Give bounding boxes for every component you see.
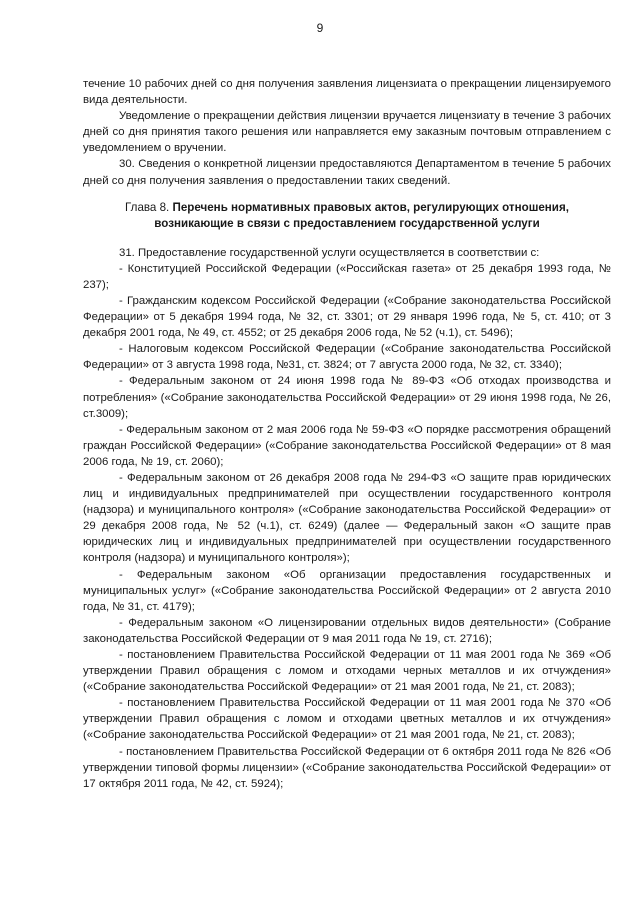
list-item: - Федеральным законом от 26 декабря 2008 года № 294-ФЗ «О защите прав юридических лиц и индивидуальных предпринимателей при осуществлении государственного контроля (надзора) и муниципального контроля» («Собрание законодательства Российской Федерации» от 29 декабря 2008 года, № 52 (ч.1), ст. 6249) (далее — Федеральный закон «О защите прав юридических лиц и индивидуальных предпринимателей при осуществлении государственного контроля (надзора) и муниципального контроля»);: [83, 471, 611, 565]
chapter-title-line2: возникающие в связи с предоставлением государственной услуги: [154, 217, 540, 231]
list-item: - постановлением Правительства Российской Федерации от 6 октября 2011 года № 826 «Об утверждении типовой формы лицензии» («Собрание законодательства Российской Федерации» от 17 октября 2011 года, № 42, ст. 5924);: [83, 745, 611, 790]
list-item: - Федеральным законом от 24 июня 1998 года № 89-ФЗ «Об отходах производства и потребления» («Собрание законодательства Российской Федерации» от 29 июня 1998 года, № 26, ст.3009);: [83, 375, 611, 420]
page-number: 9: [316, 21, 324, 35]
list-item: - постановлением Правительства Российской Федерации от 11 мая 2001 года № 370 «Об утверждении Правил обращения с ломом и отходами цветных металлов и их отчуждения» («Собрание законодательства Российской Федерации» от 21 мая 2001 года, № 21, ст. 2083);: [83, 697, 611, 742]
paragraph: 30. Сведения о конкретной лицензии предоставляются Департаментом в течение 5 рабочих дней со дня получения заявления о предоставлении таких сведений.: [83, 158, 611, 187]
list-item: - Федеральным законом «Об организации предоставления государственных и муниципальных услуг» («Собрание законодательства Российской Федерации» от 2 августа 2010 года, № 31, ст. 4179);: [83, 568, 611, 613]
list-item: - Федеральным законом «О лицензировании отдельных видов деятельности» (Собрание законодательства Российской Федерации от 9 мая 2011 года № 19, ст. 2716);: [83, 616, 611, 645]
chapter-title-line1: Перечень нормативных правовых актов, регулирующих отношения,: [172, 200, 569, 214]
list-item: - Конституцией Российской Федерации («Российская газета» от 25 декабря 1993 года, № 237);: [83, 262, 611, 291]
section-intro: 31. Предоставление государственной услуги осуществляется в соответствии с:: [119, 246, 540, 259]
chapter-heading: [83, 200, 611, 233]
list-item: - Федеральным законом от 2 мая 2006 года № 59-ФЗ «О порядке рассмотрения обращений граждан Российской Федерации» («Собрание законодательства Российской Федерации» от 8 мая 2006 года, № 19, ст. 2060);: [83, 423, 611, 468]
list-item: - Гражданским кодексом Российской Федерации («Собрание законодательства Российской Федерации» от 5 декабря 1994 года, № 32, ст. 3301; от 29 января 1996 года, № 5, ст. 410; от 3 декабря 2001 года, № 49, ст. 4552; от 25 декабря 2006 года, № 52 (ч.1), ст. 5496);: [83, 294, 611, 340]
paragraph: течение 10 рабочих дней со дня получения заявления лицензиата о прекращении лицензируемого вида деятельности.: [83, 78, 611, 107]
chapter-prefix: Глава 8.: [125, 200, 173, 214]
list-item: - Налоговым кодексом Российской Федерации («Собрание законодательства Российской Федерации» от 3 августа 1998 года, №31, ст. 3824; от 7 августа 2000 года, № 32, ст. 3340);: [83, 343, 611, 372]
paragraph: Уведомление о прекращении действия лицензии вручается лицензиату в течение 3 рабочих дней со дня принятия такого решения или направляется ему заказным почтовым отправлением с уведомлением о вручении.: [83, 110, 611, 155]
list-item: - постановлением Правительства Российской Федерации от 11 мая 2001 года № 369 «Об утверждении Правил обращения с ломом и отходами черных металлов и их отчуждения» («Собрание законодательства Российской Федерации» от 21 мая 2001 года, № 21, ст. 2083);: [83, 649, 611, 694]
document-body: [83, 76, 611, 792]
